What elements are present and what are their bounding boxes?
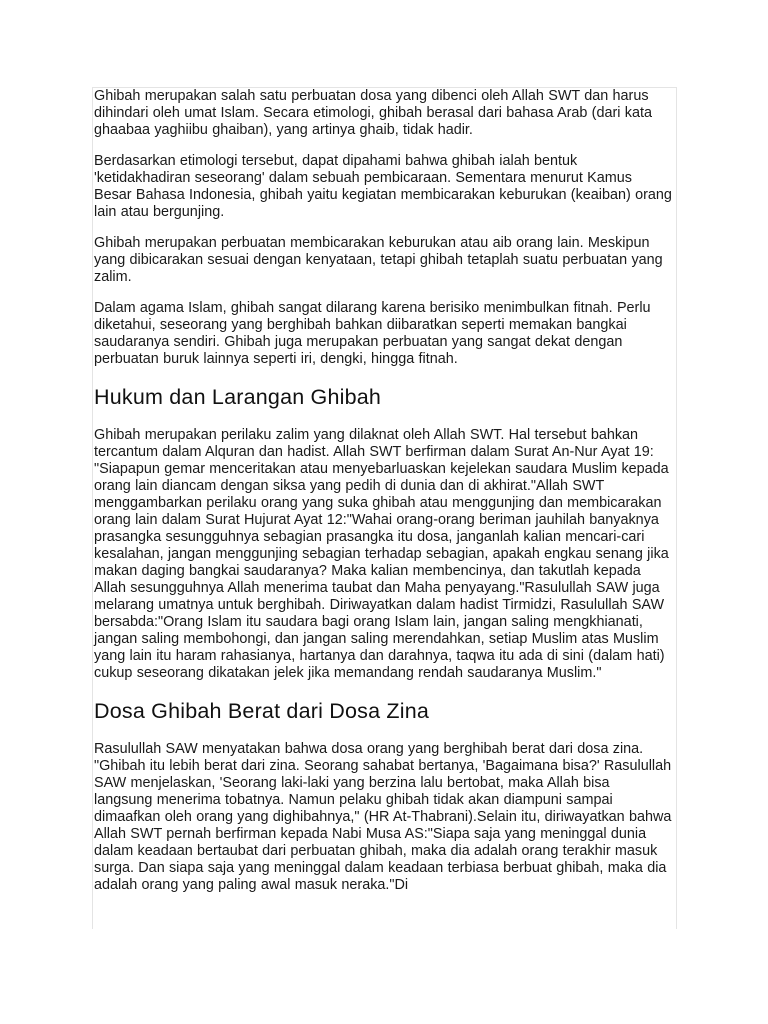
intro-paragraph-2: Berdasarkan etimologi tersebut, dapat dipahami bahwa ghibah ialah bentuk 'ketidakhadiran seseorang' dalam sebuah pembicaraan. Sementara menurut Kamus Besar Bahasa Indonesia, ghibah yaitu kegiatan membicarakan keburukan (keaiban) orang lain atau bergunjing.: [94, 153, 672, 220]
section-paragraph-dosa: Rasulullah SAW menyatakan bahwa dosa orang yang berghibah berat dari dosa zina. "Ghibah itu lebih berat dari zina. Seorang sahabat bertanya, 'Bagaimana bisa?' Rasulullah SAW menjelaskan, 'Seorang laki-laki yang berzina lalu bertobat, maka Allah bisa langsung menerima tobatnya. Namun pelaku ghibah tidak akan diampuni sampai dimaafkan oleh orang yang dighibahnya," (HR At-Thabrani).Selain itu, diriwayatkan bahwa Allah SWT pernah berfirman kepada Nabi Musa AS:"Siapa saja yang meninggal dunia dalam keadaan bertaubat dari perbuatan ghibah, maka dia adalah orang terakhir masuk surga. Dan siapa saja yang meninggal dalam keadaan terbiasa berbuat ghibah, maka dia adalah orang yang paling awal masuk neraka."Di: [94, 741, 672, 893]
section-heading-dosa: Dosa Ghibah Berat dari Dosa Zina: [94, 699, 430, 723]
document-page: [92, 87, 677, 929]
section-heading-hukum: Hukum dan Larangan Ghibah: [94, 385, 382, 409]
intro-paragraph-3: Ghibah merupakan perbuatan membicarakan keburukan atau aib orang lain. Meskipun yang dibicarakan sesuai dengan kenyataan, tetapi ghibah tetaplah suatu perbuatan yang zalim.: [94, 235, 663, 285]
section-paragraph-hukum: Ghibah merupakan perilaku zalim yang dilaknat oleh Allah SWT. Hal tersebut bahkan tercantum dalam Alquran dan hadist. Allah SWT berfirman dalam Surat An-Nur Ayat 19: "Siapapun gemar menceritakan atau menyebarluaskan kejelekan saudara Muslim kepada orang lain diancam dengan siksa yang pedih di dunia dan di akhirat."Allah SWT menggambarkan perilaku orang yang suka ghibah atau menggunjing dan membicarakan orang lain dalam Surat Hujurat Ayat 12:"Wahai orang-orang beriman jauhilah banyaknya prasangka sesungguhnya sebagian prasangka itu dosa, janganlah kalian mencari-cari kesalahan, jangan menggunjing sebagian terhadap sebagian, apakah engkau senang jika makan daging bangkai saudaranya? Maka kalian membencinya, dan takutlah kepada Allah sesungguhnya Allah menerima taubat dan Maha penyayang."Rasulullah SAW juga melarang umatnya untuk berghibah. Diriwayatkan dalam hadist Tirmidzi, Rasulullah SAW bersabda:"Orang Islam itu saudara bagi orang Islam lain, jangan saling mengkhianati, jangan saling membohongi, dan jangan saling merendahkan, setiap Muslim atas Muslim yang lain itu haram rahasianya, hartanya dan darahnya, taqwa itu ada di sini (dalam hati) cukup seseorang dikatakan jelek jika memandang rendah saudaranya Muslim.": [94, 427, 669, 681]
intro-paragraph-4: Dalam agama Islam, ghibah sangat dilarang karena berisiko menimbulkan fitnah. Perlu diketahui, seseorang yang berghibah bahkan diibaratkan seperti memakan bangkai saudaranya sendiri. Ghibah juga merupakan perbuatan yang sangat dekat dengan perbuatan buruk lainnya seperti iri, dengki, hingga fitnah.: [94, 300, 651, 367]
document-content: [93, 88, 676, 894]
intro-paragraph-1: Ghibah merupakan salah satu perbuatan dosa yang dibenci oleh Allah SWT dan harus dihindari oleh umat Islam. Secara etimologi, ghibah berasal dari bahasa Arab (dari kata ghaabaa yaghiibu ghaiban), yang artinya ghaib, tidak hadir.: [94, 88, 652, 138]
